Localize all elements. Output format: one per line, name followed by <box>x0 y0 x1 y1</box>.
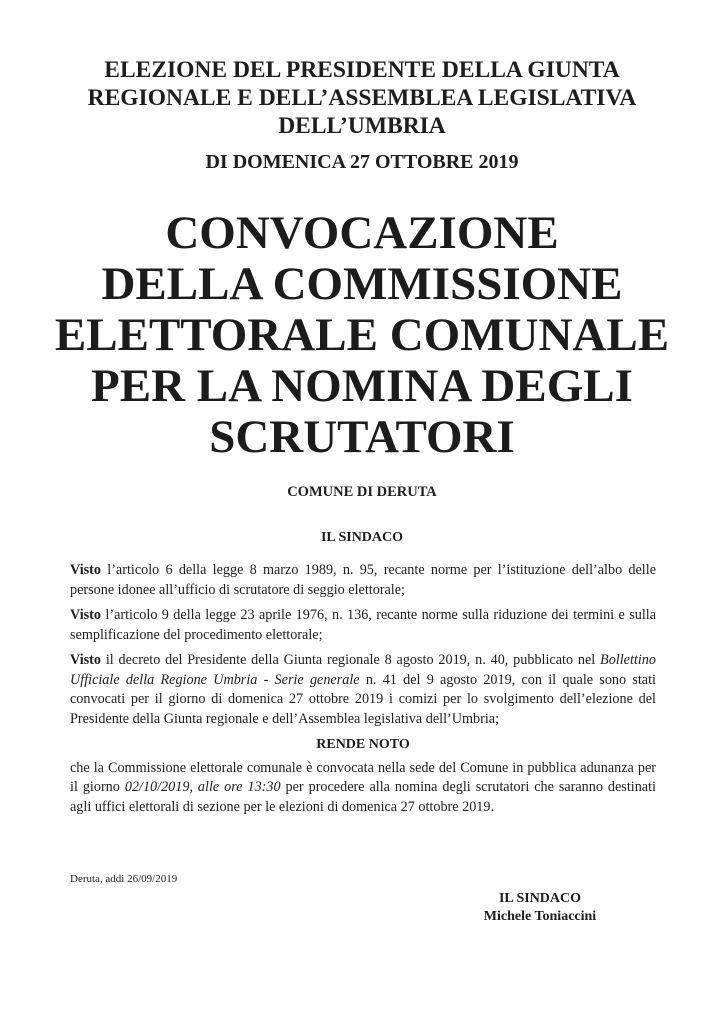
premise-lead: Visto <box>70 562 102 578</box>
premise-paragraph <box>70 651 656 729</box>
document-title <box>40 208 684 463</box>
signature-role: IL SINDACO <box>498 891 582 906</box>
signature-name: Michele Toniaccini <box>483 909 597 924</box>
mayor-heading: IL SINDACO <box>320 530 404 545</box>
rende-noto-heading: RENDE NOTO <box>316 737 410 752</box>
place-and-date: Deruta, addi 26/09/2019 <box>70 873 178 885</box>
premise-paragraph <box>70 606 656 645</box>
title-line: ELETTORALE COMUNALE <box>54 309 670 361</box>
title-line: PER LA NOMINA DEGLI <box>91 360 633 412</box>
premise-paragraph <box>70 561 656 600</box>
notice-text: che la Commissione elettorale comunale è convocata nella sede del Comune in pubblica adunanza per il giorno <box>70 759 656 795</box>
municipality-name: COMUNE DI DERUTA <box>287 484 437 500</box>
document-body <box>70 561 656 823</box>
election-date: DI DOMENICA 27 OTTOBRE 2019 <box>205 151 519 173</box>
title-line: SCRUTATORI <box>209 411 515 463</box>
header-line: DELL’UMBRIA <box>278 113 446 139</box>
title-line: CONVOCAZIONE <box>165 207 559 259</box>
premise-text: n. 41 del 9 agosto 2019, con il quale sono stati convocati per il giorno di domenica 27 ottobre 2019 i comizi per lo svolgimento dell’elezione del Presidente della Giunta regionale e dell’Assemblea legislativa dell’Umbria; <box>70 671 656 727</box>
notice-text: per procedere alla nomina degli scrutatori che saranno destinati agli uffici elettorali di sezione per le elezioni di domenica 27 ottobre 2019. <box>70 779 656 815</box>
election-header <box>60 56 664 140</box>
premise-lead: Visto <box>70 607 102 623</box>
premise-text: l’articolo 9 della legge 23 aprile 1976, n. 136, recante norme sulla riduzione dei termini e sulla semplificazione del procedimento elettorale; <box>70 607 656 643</box>
meeting-datetime: 02/10/2019, alle ore 13:30 <box>124 779 281 795</box>
bulletin-title: Bollettino Ufficiale della Regione Umbria - Serie generale <box>70 652 656 688</box>
premise-lead: Visto <box>70 652 102 668</box>
premise-text: il decreto del Presidente della Giunta regionale 8 agosto 2019, n. 40, pubblicato nel <box>101 652 601 668</box>
header-line: ELEZIONE DEL PRESIDENTE DELLA GIUNTA <box>104 57 620 83</box>
header-line: REGIONALE E DELL’ASSEMBLEA LEGISLATIVA <box>87 85 637 111</box>
title-line: DELLA COMMISSIONE <box>101 258 623 310</box>
premise-text: l’articolo 6 della legge 8 marzo 1989, n. 95, recante norme per l’istituzione dell’albo delle persone idonee all’ufficio di scrutatore di seggio elettorale; <box>70 562 656 598</box>
signature-block <box>440 890 640 926</box>
notice-paragraph <box>70 759 656 818</box>
